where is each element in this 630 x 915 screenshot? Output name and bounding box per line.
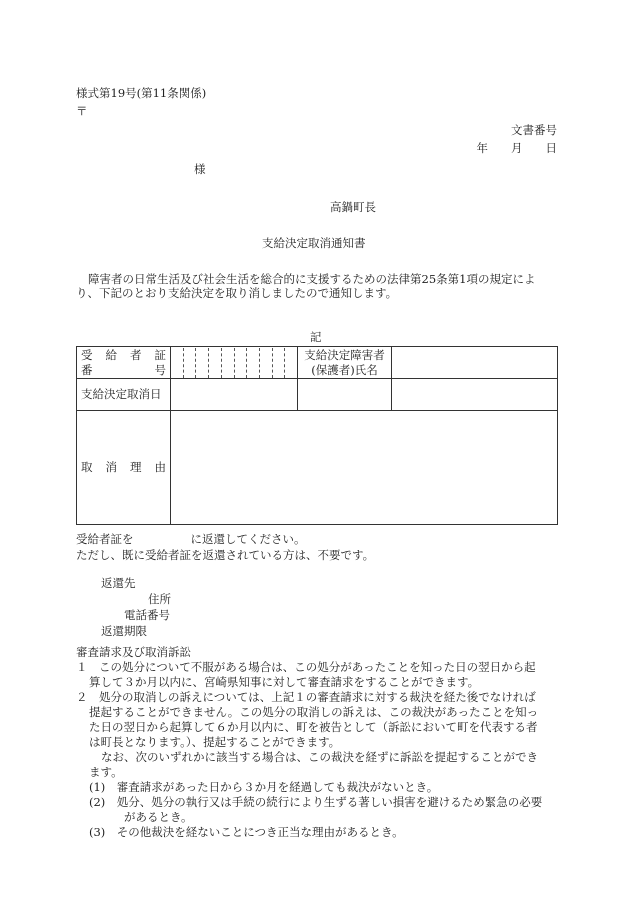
reason-label-char: 消	[105, 460, 117, 475]
reason-label	[77, 411, 171, 525]
appeal-heading: 審査請求及び取消訴訟	[76, 645, 191, 659]
postal-mark: 〒	[76, 104, 88, 118]
ki-mark: 記	[310, 330, 322, 344]
person-name-label-line-1: 支給決定障害者	[304, 348, 385, 363]
appeal-item-2-line-4: は町長となります。）、提起することができます。	[89, 735, 341, 749]
return-deadline-label: 返還期限	[101, 624, 147, 638]
digit-box[interactable]	[222, 348, 235, 378]
digit-box[interactable]	[235, 348, 248, 378]
recipient-id-label	[77, 347, 171, 379]
sender-name: 高鍋町長	[330, 200, 376, 214]
return-notice-line-1	[76, 532, 306, 546]
addressee-honorific: 様	[194, 162, 206, 176]
return-address-label: 住所	[148, 592, 171, 606]
intro-paragraph	[76, 272, 560, 301]
cancellation-table	[76, 346, 558, 525]
person-name-label-line-2: (保護者)氏名	[311, 362, 378, 377]
appeal-item-2-line-1: ２ 処分の取消しの訴えについては、上記１の審査請求に対する裁決を経た後でなければ	[76, 690, 536, 704]
cancel-date-extra-2[interactable]	[392, 379, 558, 411]
appeal-item-2-line-5: なお、次のいずれかに該当する場合は、この裁決を経ずに訴訟を提起することができ	[101, 750, 538, 764]
appeal-sub-item-3: (3) その他裁決を経ないことにつき正当な理由があるとき。	[89, 825, 404, 839]
cancel-date-label: 支給決定取消日	[77, 379, 171, 411]
appeal-item-2-line-6: ます。	[89, 765, 123, 779]
digit-box[interactable]	[184, 348, 197, 378]
cancel-date-value[interactable]	[171, 379, 298, 411]
return-notice-suffix: に返還してください。	[190, 532, 306, 546]
document-number-label: 文書番号	[511, 123, 557, 137]
appeal-sub-item-1: (1) 審査請求があった日から３か月を経過しても裁決がないとき。	[89, 780, 439, 794]
appeal-item-2-line-2: 提起することができません。この処分の取消しの訴えは、この裁決があったことを知っ	[89, 705, 539, 719]
return-notice-line-2: ただし、既に受給者証を返還されている方は、不要です。	[76, 548, 375, 562]
appeal-sub-item-2-line-1: (2) 処分、処分の執行又は手続の続行により生ずる著しい損害を避けるため緊急の必要	[89, 795, 543, 809]
person-name-label	[298, 347, 392, 379]
digit-box[interactable]	[196, 348, 209, 378]
return-notice-prefix: 受給者証を	[76, 532, 134, 546]
reason-label-char: 理	[130, 460, 142, 475]
form-number: 様式第19号(第11条関係)	[76, 86, 207, 100]
digit-box[interactable]	[260, 348, 273, 378]
digit-box[interactable]	[247, 348, 260, 378]
intro-line-2: り、下記のとおり支給決定を取り消しましたので通知します。	[76, 286, 398, 301]
appeal-item-1-line-1: １ この処分について不服がある場合は、この処分があったことを知った日の翌日から起	[76, 660, 536, 674]
recipient-id-label-char: 号	[154, 362, 166, 377]
appeal-item-2-line-3: た日の翌日から起算して６か月以内に、町を被告として（訴訟において町を代表する者	[89, 720, 538, 734]
person-name-value[interactable]	[392, 347, 558, 379]
recipient-id-label-char: 給	[105, 348, 117, 363]
appeal-sub-item-2-line-2: があるとき。	[124, 810, 193, 824]
cancel-date-extra-1[interactable]	[298, 379, 392, 411]
reason-label-char: 取	[81, 460, 93, 475]
digit-box[interactable]	[171, 348, 184, 378]
return-destination-label: 返還先	[101, 576, 136, 590]
date-line: 年 月 日	[476, 141, 557, 155]
recipient-id-label-char: 番	[81, 362, 93, 377]
return-phone-label: 電話番号	[124, 608, 170, 622]
digit-box[interactable]	[273, 348, 286, 378]
page-title: 支給決定取消通知書	[262, 236, 366, 250]
intro-line-1: 障害者の日常生活及び社会生活を総合的に支援するための法律第25条第1項の規定によ	[88, 272, 536, 286]
digit-box[interactable]	[209, 348, 222, 378]
reason-value[interactable]	[171, 411, 558, 525]
recipient-id-label-char: 証	[154, 348, 166, 363]
recipient-id-label-char: 者	[130, 348, 142, 363]
digit-box[interactable]	[285, 348, 297, 378]
recipient-id-label-char: 受	[81, 348, 93, 363]
reason-label-char: 由	[154, 460, 166, 475]
appeal-item-1-line-2: 算して３か月以内に、宮崎県知事に対して審査請求をすることができます。	[89, 675, 480, 689]
recipient-id-digits[interactable]	[171, 347, 298, 379]
